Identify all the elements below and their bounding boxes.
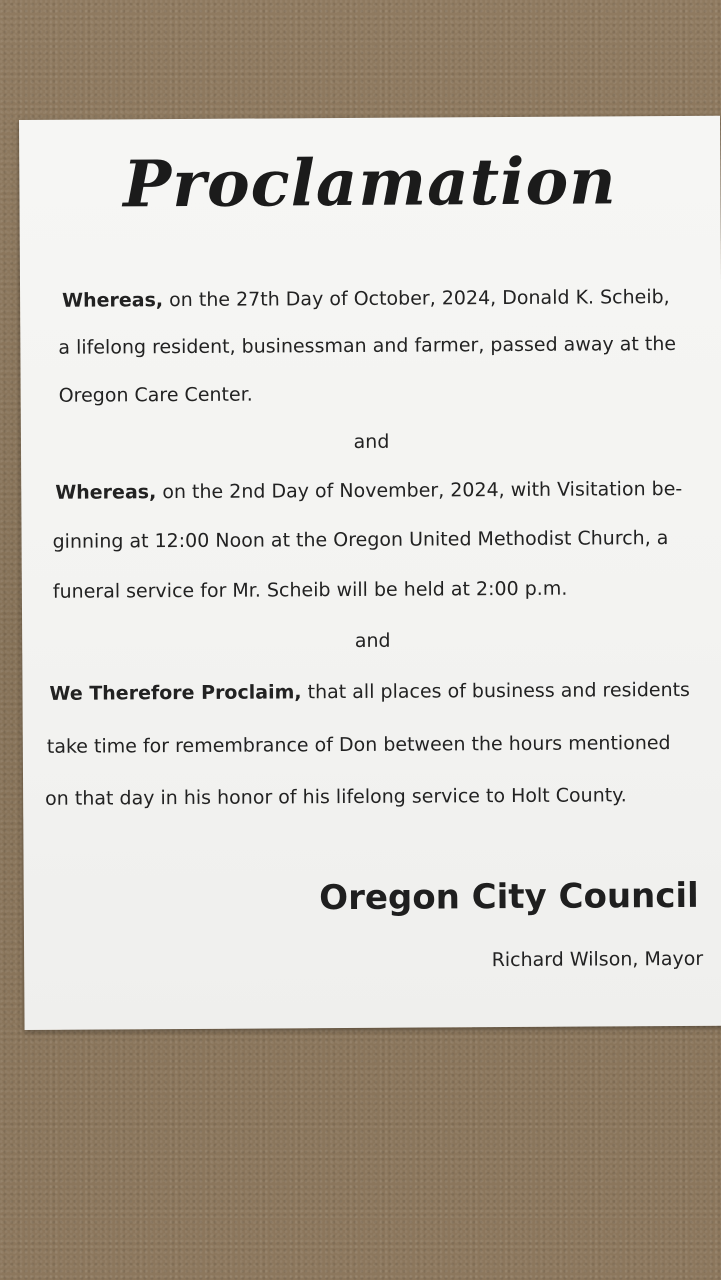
para2-line1-text: on the 2nd Day of November, 2024, with Visitation be- xyxy=(156,477,683,504)
para2-line2: ginning at 12:00 Noon at the Oregon United Methodist Church, a xyxy=(52,527,669,553)
para1-line1-text: on the 27th Day of October, 2024, Donald K. Scheib, xyxy=(163,286,670,312)
para2-lead: Whereas, xyxy=(55,481,157,504)
para1-line2: a lifelong resident, businessman and farmer, passed away at the xyxy=(58,332,677,359)
proclamation-paper xyxy=(19,116,721,1030)
para3-line3: on that day in his honor of his lifelong service to Holt County. xyxy=(45,784,627,810)
para3-line2: take time for remembrance of Don between the hours mentioned xyxy=(46,732,671,758)
para3-line1 xyxy=(49,679,690,705)
para3-line1-text: that all places of business and residents xyxy=(301,678,690,704)
conjunction-and-1: and xyxy=(353,430,390,453)
para1-lead: Whereas, xyxy=(62,289,164,312)
mayor-signature: Richard Wilson, Mayor xyxy=(491,947,704,972)
council-name: Oregon City Council xyxy=(319,875,699,919)
para2-line3: funeral service for Mr. Scheib will be held at 2:00 p.m. xyxy=(52,577,568,603)
para1-line1 xyxy=(62,286,670,312)
document-title: Proclamation xyxy=(122,144,617,223)
para3-lead: We Therefore Proclaim, xyxy=(49,681,302,705)
para2-line1 xyxy=(55,478,682,504)
para1-line3: Oregon Care Center. xyxy=(58,383,253,407)
conjunction-and-2: and xyxy=(354,629,391,652)
